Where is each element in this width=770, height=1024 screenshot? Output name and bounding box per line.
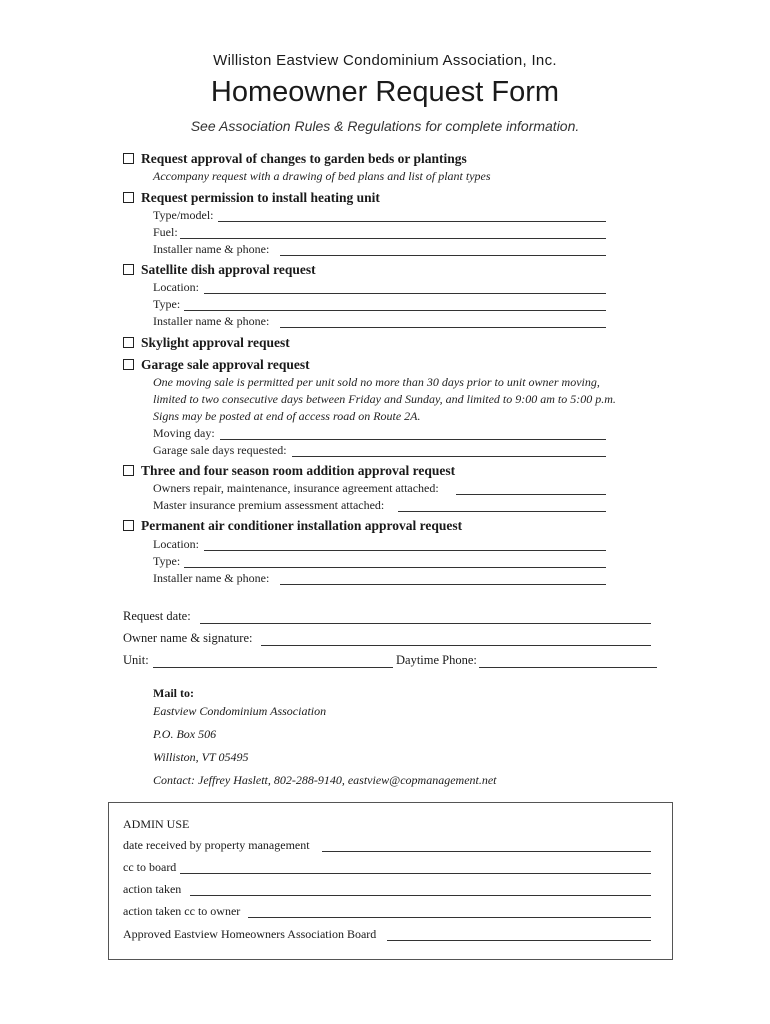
organization-name: Williston Eastview Condominium Association, Inc.	[213, 52, 557, 69]
heating-heading: Request permission to install heating unit	[141, 190, 380, 205]
garage-checkbox[interactable]	[123, 359, 134, 370]
ac-checkbox[interactable]	[123, 520, 134, 531]
mail-address-line3: Williston, VT 05495	[153, 750, 249, 764]
heating-fuel-field[interactable]	[180, 238, 606, 239]
ac-request-item	[123, 518, 462, 534]
master-insurance-field[interactable]	[398, 511, 606, 512]
room-checkbox[interactable]	[123, 465, 134, 476]
admin-heading: ADMIN USE	[123, 817, 190, 831]
dish-checkbox[interactable]	[123, 264, 134, 275]
owner-name-field[interactable]	[261, 645, 651, 646]
mail-to-label: Mail to:	[153, 686, 194, 700]
daytime-phone-field[interactable]	[479, 667, 657, 668]
moving-day-field[interactable]	[220, 439, 606, 440]
dish-request-item	[123, 262, 316, 278]
heating-fuel-label: Fuel:	[153, 225, 178, 239]
mail-address-line1: Eastview Condominium Association	[153, 704, 327, 718]
ac-location-label: Location:	[153, 537, 199, 551]
date-received-field[interactable]	[322, 851, 651, 852]
master-insurance-label: Master insurance premium assessment attached:	[153, 498, 385, 512]
action-taken-label: action taken	[123, 882, 182, 896]
dish-location-field[interactable]	[204, 293, 606, 294]
approved-board-field[interactable]	[387, 940, 651, 941]
action-cc-owner-label: action taken cc to owner	[123, 904, 241, 918]
owners-agreement-label: Owners repair, maintenance, insurance agreement attached:	[153, 481, 439, 495]
request-date-field[interactable]	[200, 623, 651, 624]
garage-note-line2: limited to two consecutive days between Friday and Sunday, and limited to 9:00 am to 5:00 p.m.	[153, 392, 616, 406]
ac-type-field[interactable]	[184, 567, 606, 568]
action-cc-owner-field[interactable]	[248, 917, 651, 918]
dish-type-label: Type:	[153, 297, 181, 311]
garden-heading: Request approval of changes to garden beds or plantings	[141, 151, 467, 166]
skylight-request-item	[123, 335, 290, 351]
unit-field[interactable]	[153, 667, 393, 668]
garden-checkbox[interactable]	[123, 153, 134, 164]
request-date-label: Request date:	[123, 609, 191, 623]
garage-request-item	[123, 357, 310, 373]
ac-installer-field[interactable]	[280, 584, 606, 585]
heating-installer-label: Installer name & phone:	[153, 242, 270, 256]
garage-days-label: Garage sale days requested:	[153, 443, 287, 457]
heating-type-field[interactable]	[218, 221, 606, 222]
ac-location-field[interactable]	[204, 550, 606, 551]
dish-heading: Satellite dish approval request	[141, 262, 316, 277]
mail-contact: Contact: Jeffrey Haslett, 802-288-9140, eastview@copmanagement.net	[153, 773, 497, 787]
heating-checkbox[interactable]	[123, 192, 134, 203]
date-received-label: date received by property management	[123, 838, 310, 852]
garden-note: Accompany request with a drawing of bed plans and list of plant types	[153, 169, 491, 183]
skylight-heading: Skylight approval request	[141, 335, 290, 350]
garden-request-item	[123, 151, 467, 167]
garage-days-field[interactable]	[292, 456, 606, 457]
heating-type-label: Type/model:	[153, 208, 214, 222]
owners-agreement-field[interactable]	[456, 494, 606, 495]
owner-name-label: Owner name & signature:	[123, 631, 253, 645]
ac-type-label: Type:	[153, 554, 181, 568]
daytime-phone-label: Daytime Phone:	[396, 653, 477, 667]
garage-note-line3: Signs may be posted at end of access road on Route 2A.	[153, 409, 421, 423]
dish-installer-label: Installer name & phone:	[153, 314, 270, 328]
form-subtitle: See Association Rules & Regulations for complete information.	[190, 118, 580, 134]
dish-location-label: Location:	[153, 280, 199, 294]
garage-note-line1: One moving sale is permitted per unit sold no more than 30 days prior to unit owner moving,	[153, 375, 600, 389]
approved-board-label: Approved Eastview Homeowners Association Board	[123, 927, 377, 941]
room-request-item	[123, 463, 455, 479]
form-title: Homeowner Request Form	[210, 76, 560, 108]
dish-installer-field[interactable]	[280, 327, 606, 328]
unit-label: Unit:	[123, 653, 149, 667]
moving-day-label: Moving day:	[153, 426, 215, 440]
heating-request-item	[123, 190, 380, 206]
room-heading: Three and four season room addition approval request	[141, 463, 456, 478]
cc-board-field[interactable]	[180, 873, 651, 874]
dish-type-field[interactable]	[184, 310, 606, 311]
mail-address-line2: P.O. Box 506	[153, 727, 217, 741]
garage-heading: Garage sale approval request	[141, 357, 310, 372]
action-taken-field[interactable]	[190, 895, 651, 896]
heating-installer-field[interactable]	[280, 255, 606, 256]
skylight-checkbox[interactable]	[123, 337, 134, 348]
ac-heading: Permanent air conditioner installation approval request	[141, 518, 463, 533]
ac-installer-label: Installer name & phone:	[153, 571, 270, 585]
cc-board-label: cc to board	[123, 860, 177, 874]
